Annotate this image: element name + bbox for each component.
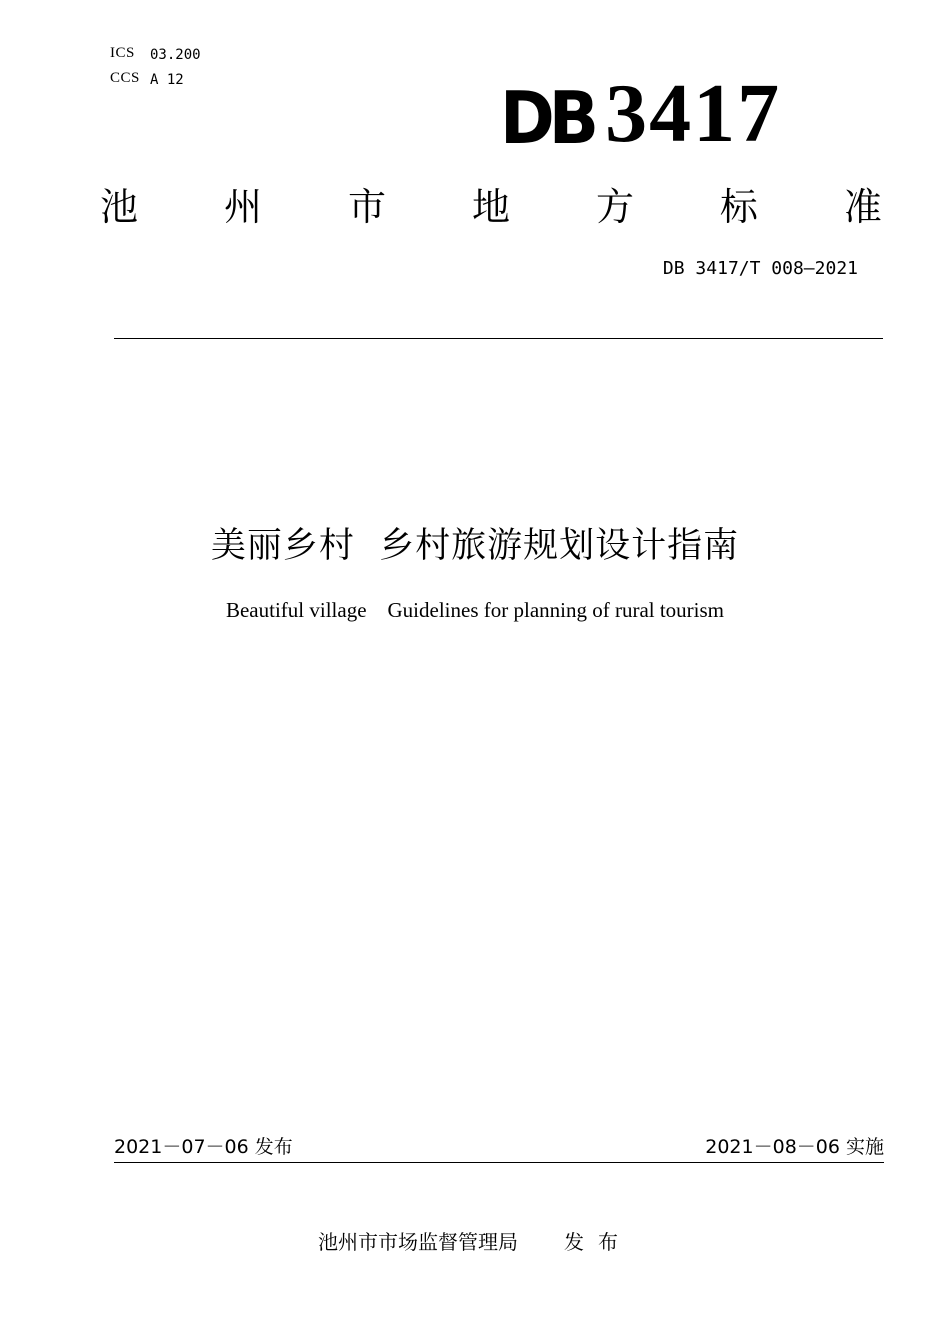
document-title-chinese: 美丽乡村 乡村旅游规划设计指南 [210, 526, 740, 566]
ics-label: ICS [110, 45, 135, 61]
ccs-value: A 12 [150, 72, 184, 88]
standard-mark-number: 3417 [605, 67, 782, 160]
standard-type-char: 池 [100, 185, 139, 229]
standard-type-char: 方 [595, 185, 634, 229]
standard-type-char: 准 [843, 185, 882, 229]
issuer-line [0, 1226, 950, 1255]
standard-type-char: 州 [223, 185, 262, 229]
footer-divider [114, 1162, 884, 1163]
date-row [114, 1132, 884, 1159]
standard-mark-prefix: DB [500, 76, 594, 161]
document-title-english: Beautiful village Guidelines for planning of rural tourism [225, 598, 725, 622]
standard-mark [500, 67, 830, 162]
issuing-authority: 池州市市场监督管理局 [318, 1230, 518, 1254]
implement-date: 2021－08－06 实施 [705, 1136, 884, 1158]
standard-type-char: 市 [347, 185, 386, 229]
ccs-label: CCS [110, 70, 140, 86]
header-divider [114, 338, 883, 339]
standard-type-char: 地 [471, 185, 510, 229]
publish-date: 2021－07－06 发布 [114, 1136, 293, 1158]
standard-type-heading [100, 182, 882, 232]
standard-code: DB 3417/T 008—2021 [662, 258, 858, 279]
issue-action: 发布 [564, 1230, 632, 1254]
standard-type-char: 标 [719, 185, 758, 229]
ics-value: 03.200 [150, 47, 201, 63]
